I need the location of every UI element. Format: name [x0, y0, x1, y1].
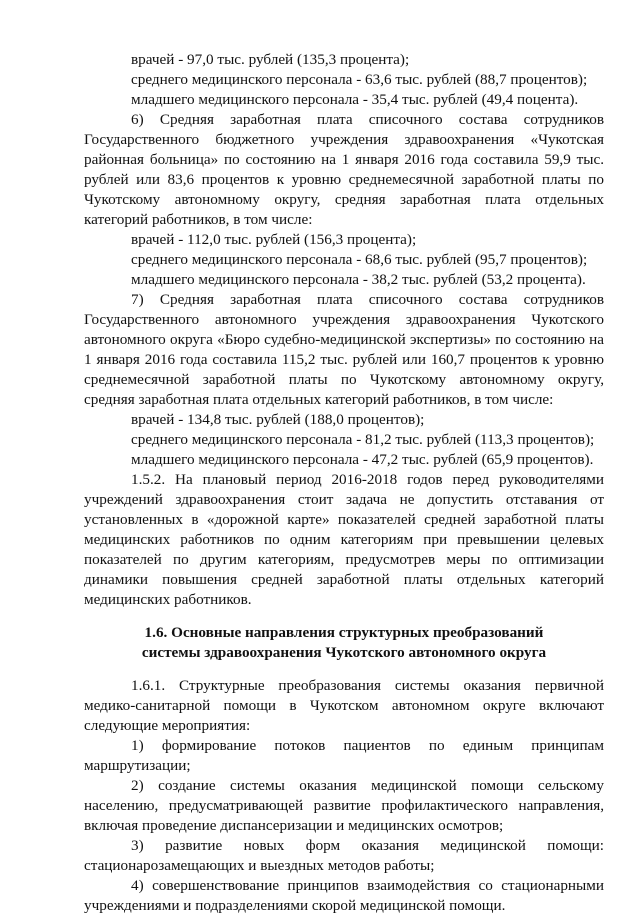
section-heading: 1.6. Основные направления структурных преобразований — [144, 624, 544, 641]
text-line: медико-санитарной помощи в Чукотском автономном округе включают — [84, 697, 604, 714]
text-line: врачей - 112,0 тыс. рублей (156,3 процента); — [131, 231, 417, 248]
text-line: среднего медицинского персонала - 81,2 тыс. рублей (113,3 процентов); — [131, 431, 595, 448]
text-line: автономного округа «Бюро судебно-медицинской экспертизы» по состоянию на — [84, 331, 604, 348]
text-line: младшего медицинского персонала - 47,2 тыс. рублей (65,9 процентов). — [131, 451, 594, 468]
document-body — [84, 50, 604, 916]
text-line: стационарозамещающих и выездных методов работы; — [84, 857, 435, 874]
text-line: 4) совершенствование принципов взаимодействия со стационарными — [131, 877, 604, 894]
text-line: младшего медицинского персонала - 35,4 тыс. рублей (49,4 поцента). — [131, 91, 579, 108]
text-line: районная больница» по состоянию на 1 января 2016 года составила 59,9 тыс. — [84, 151, 604, 168]
text-line: врачей - 97,0 тыс. рублей (135,3 процента); — [131, 51, 410, 68]
text-line: 3) развитие новых форм оказания медицинской помощи: — [131, 837, 604, 854]
text-line: включая проведение диспансеризации и медицинских осмотров; — [84, 817, 504, 834]
text-line: средняя заработная плата отдельных категорий работников, в том числе: — [84, 391, 554, 408]
text-line: 6) Средняя заработная плата списочного состава сотрудников — [131, 111, 604, 128]
section-heading: системы здравоохранения Чукотского автономного округа — [141, 644, 547, 661]
text-line: 1.6.1. Структурные преобразования системы оказания первичной — [131, 677, 604, 694]
text-line: Государственного автономного учреждения здравоохранения Чукотского — [84, 311, 604, 328]
text-line: учреждениями и подразделениями скорой медицинской помощи. — [84, 897, 506, 914]
text-line: 1 января 2016 года составила 115,2 тыс. рублей или 160,7 процентов к уровню — [84, 351, 604, 368]
text-line: установленных в «дорожной карте» показателей средней заработной платы — [84, 511, 604, 528]
text-line: показателей по другим категориям, предусмотрев меры по оптимизации — [84, 551, 604, 568]
text-line: динамики повышения средней заработной платы отдельных категорий — [84, 571, 604, 588]
spacer — [84, 610, 604, 623]
text-line: врачей - 134,8 тыс. рублей (188,0 процентов); — [131, 411, 425, 428]
text-line: Государственного бюджетного учреждения здравоохранения «Чукотская — [84, 131, 604, 148]
text-line: 7) Средняя заработная плата списочного состава сотрудников — [131, 291, 604, 308]
text-line: населению, предусматривающей развитие профилактического направления, — [84, 797, 604, 814]
text-line: учреждений здравоохранения стоит задача не допустить отставания от — [84, 491, 604, 508]
text-line: медицинских работников по одним категориям при превышении целевых — [84, 531, 604, 548]
text-line: маршрутизации; — [84, 757, 191, 774]
text-line: 1.5.2. На плановый период 2016-2018 годов перед руководителями — [131, 471, 604, 488]
text-line: Чукотскому автономному округу, средняя заработная плата отдельных — [84, 191, 604, 208]
text-line: следующие мероприятия: — [84, 717, 251, 734]
text-line: 1) формирование потоков пациентов по единым принципам — [131, 737, 604, 754]
text-line: среднемесячной заработной платы по Чукотскому автономному округу, — [84, 371, 604, 388]
text-line: категорий работников, в том числе: — [84, 211, 313, 228]
text-line: младшего медицинского персонала - 38,2 тыс. рублей (53,2 процента). — [131, 271, 586, 288]
text-line: среднего медицинского персонала - 63,6 тыс. рублей (88,7 процентов); — [131, 71, 588, 88]
text-line: 2) создание системы оказания медицинской помощи сельскому — [131, 777, 604, 794]
text-line: рублей или 83,6 процентов к уровню среднемесячной заработной платы по — [84, 171, 604, 188]
spacer — [84, 663, 604, 676]
text-line: среднего медицинского персонала - 68,6 тыс. рублей (95,7 процентов); — [131, 251, 588, 268]
text-line: медицинских работников. — [84, 591, 252, 608]
